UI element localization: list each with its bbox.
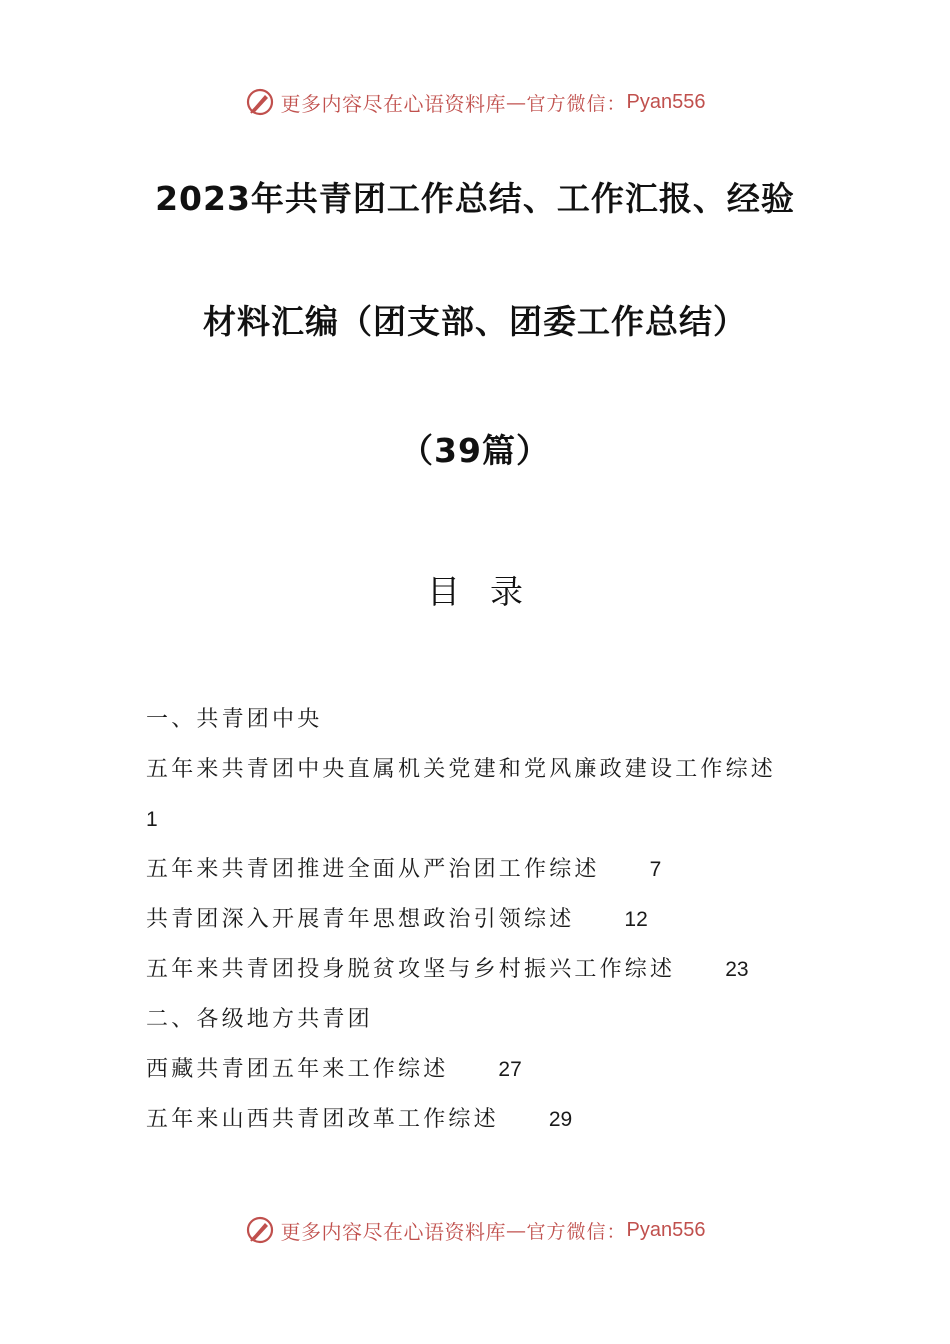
toc-entry-page: 29 [548,1108,573,1131]
toc-entry-page: 23 [725,958,749,981]
toc-entry [146,850,846,900]
banner-wechat-id: Pyan556 [626,90,706,113]
header-banner [0,82,950,122]
banner-wechat-id: Pyan556 [626,1218,706,1241]
banner-label: 官方微信： [526,92,627,115]
toc-entry-page: 7 [649,858,662,881]
toc-entry-page: 27 [498,1058,522,1081]
document-title-line-3: （39篇） [400,431,550,470]
banner-label: 官方微信： [526,1220,627,1243]
toc-section-heading [146,1000,846,1050]
toc-entry-page: 1 [146,808,158,831]
banner-main-text: 更多内容尽在心语资料库 [280,91,506,116]
toc-entry-text: 西藏共青团五年来工作综述 [146,1057,449,1082]
toc-entry-text: 一、共青团中央 [146,707,323,732]
toc-heading: 目录 [427,572,553,611]
toc-entry-text: 共青团深入开展青年思想政治引领综述 [146,907,575,932]
pen-logo-icon [245,87,275,117]
toc-entry [146,900,846,950]
toc-entry-text: 五年来山西共青团改革工作综述 [146,1107,499,1132]
toc-entry [146,1100,846,1150]
toc-entry [146,950,846,1000]
toc-entry-page: 12 [624,908,648,931]
banner-main-text: 更多内容尽在心语资料库 [280,1219,506,1244]
table-of-contents [146,700,846,1150]
banner-dash: — [506,1218,527,1242]
toc-entry-text: 五年来共青团中央直属机关党建和党风廉政建设工作综述 [146,757,777,782]
pen-logo-icon [245,1215,275,1245]
toc-entry-text: 二、各级地方共青团 [146,1007,373,1032]
toc-entry [146,800,846,850]
footer-banner [0,1210,950,1250]
toc-entry-text: 五年来共青团推进全面从严治团工作综述 [146,857,600,882]
document-title-line-2: 材料汇编（团支部、团委工作总结） [203,302,747,341]
toc-section-heading [146,700,846,750]
toc-entry-text: 五年来共青团投身脱贫攻坚与乡村振兴工作综述 [146,957,676,982]
toc-entry [146,750,846,800]
banner-dash: — [506,90,527,114]
document-title-line-1: 2023年共青团工作总结、工作汇报、经验 [155,179,795,218]
toc-entry [146,1050,846,1100]
